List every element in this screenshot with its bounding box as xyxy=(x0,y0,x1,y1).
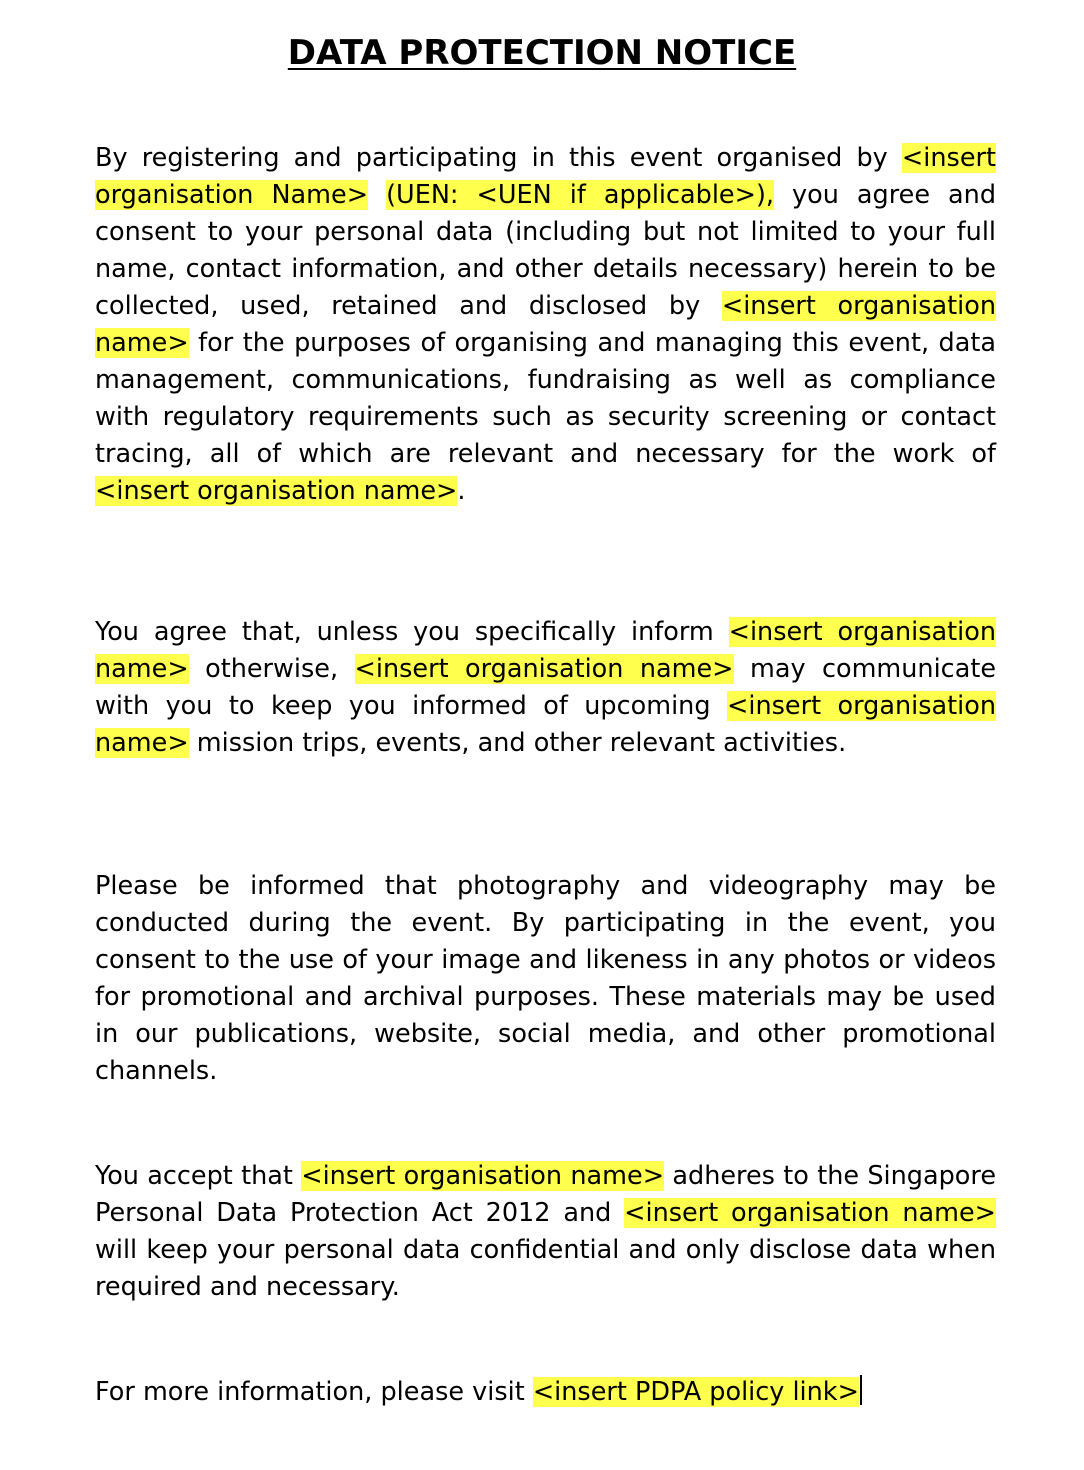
text-segment: You accept that xyxy=(95,1161,302,1191)
placeholder-organisation-name: <insert organisation name> xyxy=(95,291,996,358)
text-segment xyxy=(368,180,386,210)
pdpa-compliance-paragraph[interactable] xyxy=(95,1158,996,1306)
photography-paragraph[interactable] xyxy=(95,868,996,1090)
document-title: DATA PROTECTION NOTICE xyxy=(287,33,797,73)
more-info-paragraph[interactable] xyxy=(95,1374,996,1411)
text-segment: For more information, please visit xyxy=(95,1377,533,1407)
text-segment: By registering and participating in this event organised by xyxy=(95,143,902,173)
text-cursor xyxy=(860,1375,862,1405)
placeholder-organisation-name: <insert organisation name> xyxy=(301,1161,665,1191)
text-segment: adheres to the Singapore Personal Data Protection Act 2012 and xyxy=(95,1161,997,1228)
placeholder-organisation-name: <insert organisation name> xyxy=(95,691,996,758)
placeholder-organisation-name: <insert organisation name> xyxy=(95,617,996,684)
text-segment: mission trips, events, and other relevant activities. xyxy=(188,728,847,758)
text-segment: for the purposes of organising and managing this event, data management, communications, fundraising as well as compliance with regulatory requirements such as security screening or contact tracing, all of which are relevant and necessary for the work of xyxy=(95,328,996,469)
placeholder-pdpa-policy-link: <insert PDPA policy link> xyxy=(532,1377,859,1407)
text-segment: may communicate with you to keep you informed of upcoming xyxy=(95,654,997,721)
communication-paragraph[interactable] xyxy=(95,614,996,762)
placeholder-organisation-name: <insert organisation name> xyxy=(95,476,458,506)
consent-paragraph[interactable] xyxy=(95,140,996,510)
placeholder-organisation-name: <insert organisation Name> xyxy=(95,143,996,210)
placeholder-uen: (UEN: <UEN if applicable>), xyxy=(386,180,775,210)
text-segment: . xyxy=(457,476,466,506)
text-segment: Please be informed that photography and videography may be conducted during the event. By participating in the event, you consent to the use of your image and likeness in any photos or videos for promotional and archival purposes. These materials may be used in our publications, website, social media, and other promotional channels. xyxy=(95,871,996,1086)
text-segment: otherwise, xyxy=(188,654,355,684)
placeholder-organisation-name: <insert organisation name> xyxy=(624,1198,996,1228)
text-segment: you agree and consent to your personal data (including but not limited to your full name, contact information, and other details necessary) herein to be collected, used, retained and disclosed by xyxy=(95,180,997,321)
text-segment: will keep your personal data confidential and only disclose data when required and necessary. xyxy=(95,1235,996,1302)
placeholder-organisation-name: <insert organisation name> xyxy=(354,654,734,684)
text-segment: You agree that, unless you specifically inform xyxy=(95,617,729,647)
